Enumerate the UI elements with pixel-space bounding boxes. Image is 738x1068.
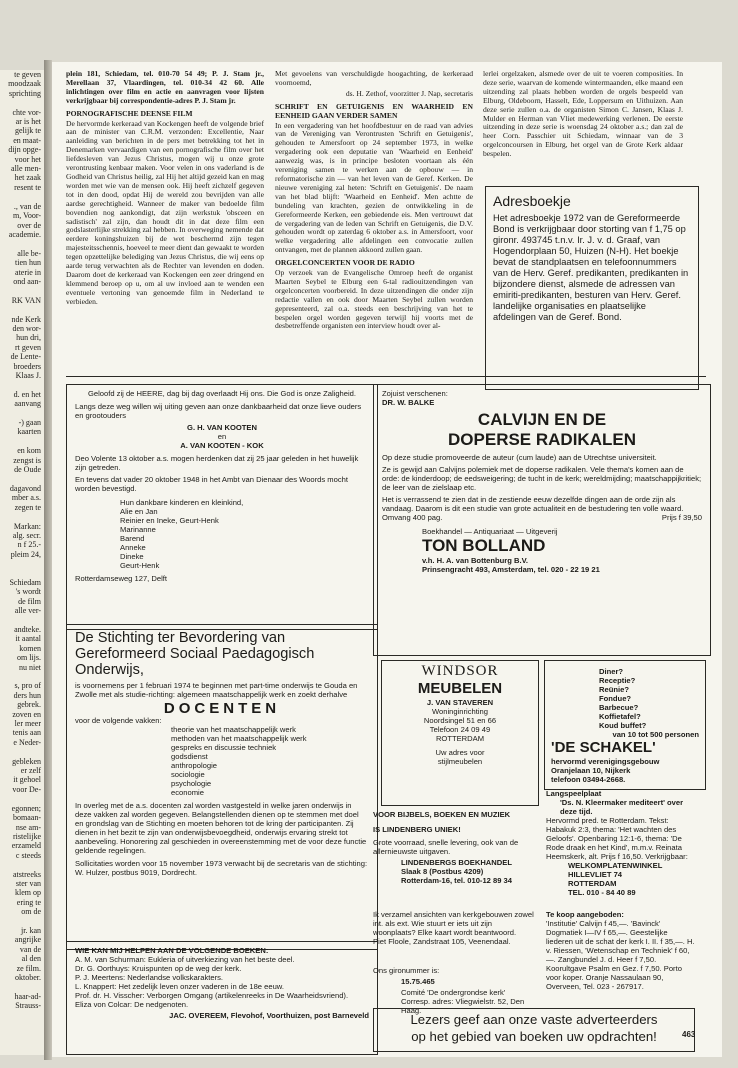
- left-strip-line: nse am-: [15, 822, 41, 832]
- calvijn-shop-sub: v.h. H. A. van Bottenburg B.V.: [422, 556, 529, 565]
- subject-item: theorie van het maatschappelijk werk: [171, 725, 296, 734]
- windsor-name: MEUBELEN: [417, 680, 503, 697]
- left-strip-line: alle be-: [17, 248, 41, 258]
- left-strip-line: ze film.: [16, 963, 41, 973]
- left-strip-line: ristelijke: [13, 831, 41, 841]
- article-column-2: [275, 70, 473, 372]
- left-strip-line: [0, 616, 44, 625]
- adresboekje-title: Adresboekje: [493, 193, 571, 209]
- lp-tel: TEL. 010 - 84 40 89: [568, 888, 636, 897]
- family-child: Barend: [120, 534, 145, 543]
- windsor-owner: J. VAN STAVEREN: [426, 698, 494, 707]
- schakel-sub: hervormd verenigingsgebouw: [551, 757, 660, 766]
- left-strip-line: [0, 512, 44, 521]
- schakel-question: Barbecue?: [599, 703, 639, 712]
- left-strip-line: alle ver-: [14, 606, 41, 616]
- windsor-address-line: ROTTERDAM: [435, 734, 485, 743]
- book-item: P. J. Meertens: Nederlandse volkskarakters.: [75, 973, 224, 982]
- family-child: Marinanne: [120, 525, 156, 534]
- family-child: Geurt-Henk: [120, 561, 160, 570]
- left-strip-line: te geven: [14, 70, 41, 79]
- left-page-strip: [0, 70, 45, 1055]
- langspeelplaat-ad: [546, 789, 696, 897]
- left-strip-line: oktober.: [15, 973, 41, 982]
- article-column-1: [66, 70, 264, 372]
- schakel-question: Reünie?: [599, 685, 629, 694]
- letter-closing: Met gevoelens van verschuldigde hoogachting, de kerkeraad voornoemd,: [275, 70, 473, 87]
- left-strip-line: zengst is: [13, 455, 41, 465]
- books-footer: JAC. OVEREEM, Flevohof, Voorthuizen, post Barneveld: [169, 1011, 369, 1020]
- family-anniversary: Deo Volente 13 oktober a.s. mogen herdenken dat zij 25 jaar geleden in het huwelijk zijn getreden.: [75, 454, 359, 472]
- left-strip-line: mber a.s.: [11, 493, 41, 503]
- left-strip-line: egonnen;: [11, 803, 41, 813]
- left-strip-line: over de: [17, 220, 41, 230]
- left-strip-line: ar is het: [15, 117, 41, 127]
- family-name-2: A. VAN KOOTEN - KOK: [180, 441, 264, 450]
- left-strip-line: sprichting: [9, 88, 41, 98]
- left-strip-line: zegen te: [14, 502, 41, 512]
- left-strip-line: de film: [18, 596, 41, 606]
- book-item: Dr. G. Oorthuys: Kruispunten op de weg der kerk.: [75, 964, 242, 973]
- adresboekje-box: [485, 186, 699, 390]
- books-list: [75, 955, 369, 1009]
- film-body: De hervormde kerkeraad van Kockengen heeft de volgende brief aan de minister van C.R.M. verzonden: Excellentie, Naar aanleiding van berichten in de pers met betrekking tot het in Denemarken vervaardigen van een pornografische film over het liefdesleven van Jezus Christus, mogen wij u onze grote verontrusting kenbaar maken. Voor velen in ons vaderland is de Godheid van Christus heilig, zal Hij het altijd gezeid kan en mag worden met wie van de mensen ook. Hij heeft zichzelf gegeven tot in den dood, opdat Hij de wereld zou bevrijden van alle aardse gerechtigheid. Wanneer de maker van bedoelde film bovendien nog aankondigt, dat zijn werkstuk 'obsceen en sadistisch' zal zijn, dan houdt dit in dat deze film een godslasterlijke strekking zal hebben. In overweging nemende dat eerdere koningshuizen bij de wet beschermd zijn tegen majesteitsschennis, hoeveel te meer dient dan gewaakt te worden tegen opzettelijke belediging van Jezus Christus, die wij eens op aarde terug verwachten als de Rechter van levenden en doden. Daarom doet de kerkeraad van Kockengen een zeer dringend en klemmend beroep op u, om al uw invloed aan te wenden een eventuele vertoning van genoemde film in Nederland te verbieden.: [66, 118, 264, 306]
- lindenberg-addr-2: Rotterdam-16, tel. 010-12 89 34: [401, 876, 513, 885]
- left-strip-line: nu niet: [19, 662, 41, 672]
- calvijn-body-2: Ze is gewijd aan Calvijns polemiek met de doperse radikalen. Vele thema's komen aan de orde: de kinderdoop; de eedsweigering; de tucht in de kerk; wereldmijding; maatschappijkritiek; de leer van de zielslaap etc.: [382, 465, 702, 492]
- subject-item: psychologie: [171, 779, 212, 788]
- orgel-heading: ORGELCONCERTEN VOOR DE RADIO: [275, 258, 415, 268]
- schakel-addr: Oranjelaan 10, Nijkerk: [551, 766, 631, 775]
- windsor-logo: WINDSOR: [421, 663, 499, 679]
- left-strip-line: it gehoel: [13, 775, 41, 785]
- subjects-label: voor de volgende vakken:: [75, 716, 162, 725]
- left-strip-line: van de: [19, 944, 41, 954]
- left-strip-line: komen: [19, 643, 41, 653]
- advert-footer-line-2: op het gebied van boeken uw opdrachten!: [411, 1029, 657, 1044]
- tekoop-title: Te koop aangeboden:: [546, 910, 624, 919]
- left-strip-line: [0, 860, 44, 869]
- left-strip-line: rt geven: [15, 342, 41, 352]
- left-strip-line: Schiedam: [9, 577, 41, 587]
- left-strip-line: m, Voor-: [13, 211, 41, 221]
- left-strip-line: al den: [21, 954, 41, 964]
- left-strip-line: zoven en: [12, 709, 41, 719]
- left-strip-line: de Lente-: [10, 352, 41, 362]
- left-strip-line: ders hun: [13, 690, 41, 700]
- left-strip-line: haar-ad-: [14, 991, 41, 1001]
- family-child: Dineke: [120, 552, 144, 561]
- left-strip-line: tien hun: [15, 258, 41, 268]
- family-header: Geloofd zij de HEERE, dag bij dag overlaadt Hij ons. Die God is onze Zaligheid.: [87, 389, 357, 398]
- stichting-solicit: Sollicitaties worden voor 15 november 1973 verwacht bij de secretaris van de stichting: W. Hulzer, postbus 9019, Dordrecht.: [75, 859, 368, 877]
- left-strip-line: resent te: [14, 182, 41, 192]
- subject-item: godsdienst: [171, 752, 208, 761]
- schakel-capacity: van 10 tot 500 personen: [612, 730, 699, 739]
- orgel-continued: lerlei orgelzaken, alsmede over de uit te voeren composities. In deze serie, waarvan de komende wintermaanden, elke maand een uitzending zal plaats hebben worden de orgels bespeeld van Elburg, Oldeboorn, Hasselt, Ede, Loppersum en Uithuizen. Aan deze serie zullen o.a. de organisten Simon C. Jansen, Klaas J. Mulder en Herman van Vliet medewerking verlenen. De eerste uitzending in deze serie is woensdag 24 oktober a.s.; dan zal de heer Corn. Passchier uit Schiedam, winnaar van de 3 orgelconcoursen in Elburg, het orgel van de Grote Kerk aldaar bespelen.: [483, 70, 683, 159]
- giro-number: 15.75.465: [401, 977, 435, 986]
- subject-item: anthropologie: [171, 761, 218, 770]
- left-strip-line: dijn opge-: [8, 145, 41, 155]
- lp-artist: 'Ds. N. Kleermaker mediteert' over deze tijd.: [560, 798, 684, 816]
- family-child: Reinier en Ineke, Geurt-Henk: [120, 516, 219, 525]
- books-title: WIE KAN MIJ HELPEN AAN DE VOLGENDE BOEKEN:: [75, 946, 269, 955]
- left-strip-line: RK VAN: [11, 295, 41, 305]
- verzamel-body: Ik verzamel ansichten van kerkgebouwen zowel int. als ext. Wie stuurt er iets uit zijn woonplaats? Elke kaart wordt beantwoord.: [373, 910, 534, 937]
- adresboekje-body: Het adresboekje 1972 van de Gereformeerde Bond is verkrijgbaar door storting van f 1,75 op gironr. 493745 t.n.v. Ir. J. v. d. Graaf, van Hogendorplaan 50, Huizen (N-H). Het boekje bevat de standplaatsen en telefoonnummers van de Herv. Geref. predikanten, predikanten in bijzondere dienst, alsmede de adressen van emiriti-predikanten, besturen van Herv. Geref. landelijke organisaties en plaatselijke afdelingen van de Geref. Bond.: [493, 213, 689, 322]
- schrift-heading: SCHRIFT EN GETUIGENIS EN WAARHEID EN EENHEID GAAN VERDER SAMEN: [275, 101, 473, 120]
- advertisers-footer-box: [373, 1008, 695, 1052]
- left-strip-line: Markan:: [13, 521, 41, 531]
- subjects-list: [75, 725, 369, 797]
- left-strip-line: gelijk te: [15, 126, 41, 136]
- subject-item: methoden van het maatschappelijk werk: [171, 734, 307, 743]
- left-strip-line: d. en het: [13, 389, 41, 399]
- left-strip-line: atstreeks: [13, 869, 41, 879]
- left-strip-line: om lijs.: [16, 653, 41, 663]
- left-strip-line: s, pro of: [14, 681, 41, 691]
- lindenberg-addr-1: Slaak 8 (Postbus 4209): [401, 867, 484, 876]
- left-strip-line: den wor-: [12, 323, 41, 333]
- left-strip-line: pleim 24,: [10, 549, 41, 559]
- schrift-body: In een vergadering van het hoofdbestuur en de raad van advies van de Vereniging van Verontrusten 'Schrift en Getuigenis', gehouden te Amersfoort op 24 september 1973, in welke vergadering ook een deputatie van 'Waarheid en Eenheid' aanwezig was, is in principe besloten voortaan als één vereniging samen te werken aan de opbouw — in reformatorische zin — van het leven van de Geref. Kerken. De nieuwe vereniging zal heten: 'Schrift en Getuigenis'. De naam van het blad blijft: 'Waarheid en Eenheid'. Men achtte de bundeling van krachten, gezien de ontwikkeling in de Gereformeerde Kerken, een gebiedende eis. Men vertrouwt dat de vergadering van de leden van Schrift en Getuigenis, die D.V. gehouden wordt op zaterdag 6 oktober a.s. in Amersfoort, voor welke vergadering alle afdelingen een convocatie zullen ontvangen, met de plannen akkoord zullen gaan.: [275, 120, 473, 255]
- left-strip-line: it aantal: [15, 634, 41, 644]
- te-koop-ad: [546, 910, 696, 991]
- article-column-3: [483, 70, 683, 188]
- windsor-address-line: Telefoon 24 09 49: [429, 725, 491, 734]
- left-strip-line: nde Kerk: [11, 314, 41, 324]
- left-strip-line: aanvang: [14, 399, 41, 409]
- col1-intro: plein 181, Schiedam, tel. 010-70 54 49; P. J. Stam jr., Merellaan 37, Vlaardingen, tel. 010-34 42 60. Alle inlichtingen over film en actie en aanvragen voor lijsten verkrijgbaar bij correspondentie-adres P. J. Stam jr.: [66, 70, 264, 105]
- section-divider: [66, 376, 706, 377]
- left-strip-line: [0, 569, 44, 578]
- book-item: A. M. van Schurman: Eukleria of uitverkiezing van het beste deel.: [75, 955, 295, 964]
- windsor-ad: [381, 660, 539, 806]
- left-strip-line: [0, 474, 44, 483]
- left-strip-line: de Oude: [14, 465, 41, 475]
- left-strip-line: [0, 286, 44, 295]
- family-service: En tevens dat vader 20 oktober 1948 in het Ambt van Dienaar des Woords mocht worden bevestigd.: [75, 475, 348, 493]
- subject-item: gespreks en discussie techniek: [171, 743, 277, 752]
- stichting-ad: [66, 624, 378, 950]
- left-strip-line: e Neder-: [13, 737, 41, 747]
- left-strip-line: [0, 380, 44, 389]
- left-strip-line: dagavond: [9, 483, 41, 493]
- calvijn-author: DR. W. BALKE: [382, 398, 435, 407]
- calvijn-pre: Zojuist verschenen:: [382, 389, 448, 398]
- schakel-ad: [544, 660, 706, 790]
- books-wanted-ad: [66, 941, 378, 1055]
- family-child: Hun dankbare kinderen en kleinkind,: [120, 498, 244, 507]
- windsor-tagline-2: stijlmeubelen: [437, 757, 483, 766]
- left-strip-line: [0, 239, 44, 248]
- left-strip-line: [0, 437, 44, 446]
- left-strip-line: [0, 672, 44, 681]
- lindenberg-tagline: IS LINDENBERG UNIEK!: [373, 825, 461, 834]
- left-strip-line: en maat-: [13, 135, 41, 145]
- left-strip-line: Klaas J.: [15, 371, 41, 380]
- left-strip-line: ering te: [16, 897, 41, 907]
- schakel-name: 'DE SCHAKEL': [551, 739, 656, 756]
- left-strip-line: c steeds: [15, 850, 41, 860]
- orgel-body: Op verzoek van de Evangelische Omroep heeft de organist Maarten Seybel te Elburg een 6-tal radiouitzendingen van orgelconcerten voorbereid. In deze uitzendingen die onder zijn redactie vallen en ook door Maarten Seybel zullen worden gepresenteerd, zal o.a. steeds een beschrijving van het te bespelen orgel worden gegeven terwijl hij voorts met de desbetreffende organisten een interview houdt over al-: [275, 268, 473, 331]
- left-strip-line: het zaak: [14, 173, 41, 183]
- giro-label: Ons gironummer is:: [373, 966, 440, 975]
- left-strip-line: ., van de: [13, 201, 41, 211]
- calvijn-price: Prijs f 39,50: [661, 513, 702, 522]
- family-address: Rotterdamseweg 127, Delft: [75, 574, 168, 583]
- film-heading: PORNOGRAFISCHE DEENSE FILM: [66, 108, 193, 118]
- lindenberg-title: VOOR BIJBELS, BOEKEN EN MUZIEK: [373, 810, 511, 819]
- schakel-question: Koud buffet?: [599, 721, 647, 730]
- left-strip-line: broeders: [13, 361, 41, 371]
- left-strip-line: academie.: [8, 229, 41, 239]
- family-intro: Langs deze weg willen wij uiting geven aan onze dankbaarheid dat onze lieve ouders en grootouders: [75, 402, 362, 420]
- lindenberg-ad: [373, 810, 535, 885]
- page-number: 463: [682, 1030, 696, 1039]
- lp-body: Hervormd pred. te Rotterdam. Tekst: Habakuk 2:3, thema: 'Het wachten des Geloofs'. Openbaring 12:1-6, thema: 'De Rode draak en het Kind', m.m.v. Reinata Heemskerk, alt. Prijs f 16,50. Verkrijgbaar:: [546, 816, 688, 861]
- left-strip-line: andteke.: [14, 624, 41, 634]
- left-strip-line: tenis aan: [12, 728, 41, 738]
- schakel-questions: [551, 667, 699, 730]
- stichting-title: De Stichting ter Bevordering van Gereformeerd Sociaal Paedagogisch Onderwijs,: [75, 630, 315, 678]
- windsor-tagline-1: Uw adres voor: [435, 748, 485, 757]
- lp-shop-3: ROTTERDAM: [568, 879, 617, 888]
- windsor-address-line: Noordsingel 51 en 66: [423, 716, 497, 725]
- calvijn-title-2: DOPERSE RADIKALEN: [448, 430, 636, 449]
- family-name-1: G. H. VAN KOOTEN: [187, 423, 257, 432]
- advert-footer-line-1: Lezers geef aan onze vaste adverteerders: [410, 1012, 658, 1027]
- calvijn-pages: Omvang 400 pag.: [382, 513, 443, 522]
- left-strip-line: ster van: [15, 878, 41, 888]
- left-strip-line: [0, 747, 44, 756]
- left-strip-line: gebrek.: [17, 700, 41, 710]
- left-strip-line: ler meer: [14, 719, 41, 729]
- left-strip-line: n f 25.-: [17, 540, 41, 550]
- calvijn-body-3: Het is verrassend te zien dat in de zestiende eeuw dezelfde dingen aan de orde zijn als vandaag. Daarom is dit een studie van grote actualiteit en de bestudering ten volle waard.: [382, 495, 684, 513]
- left-strip-line: kaarten: [17, 427, 41, 437]
- binding-gutter: [44, 60, 52, 1060]
- stichting-body: In overleg met de a.s. docenten zal worden vastgesteld in welke jaren onderwijs in deze vakken zal worden gegeven. Belangstellenden dienen op te stemmen met doel en grondslag van de Stichting en moeten behoren tot de kring der participanten. Zij dienen in het bezit te zijn van onderwijsbevoegdheid, onderwijs ervaring strekt tot aanbeveling. Honorering zal geschieden in overeenstemming met de voor deze functie geldende regelingen.: [75, 801, 367, 855]
- giro-org: Comité 'De ondergrondse kerk': [401, 988, 506, 997]
- schakel-question: Koffietafel?: [599, 712, 641, 721]
- family-child: Anneke: [120, 543, 146, 552]
- left-strip-line: [0, 409, 44, 418]
- family-announcement-ad: [66, 384, 378, 630]
- left-strip-line: [0, 982, 44, 991]
- left-strip-line: jr. kan: [21, 925, 41, 935]
- family-child: Alie en Jan: [120, 507, 158, 516]
- calvijn-title-1: CALVIJN EN DE: [477, 410, 607, 429]
- left-strip-line: aterie in: [15, 267, 41, 277]
- windsor-address-line: Woninginrichting: [431, 707, 488, 716]
- family-and: en: [217, 432, 227, 441]
- left-strip-line: klem op: [15, 888, 41, 898]
- left-strip-line: voor De-: [12, 784, 41, 794]
- letter-signature: ds. H. Zethof, voorzitter J. Nap, secretaris: [345, 88, 473, 98]
- left-strip-line: [0, 559, 44, 568]
- left-strip-line: moodzaak: [8, 79, 41, 89]
- left-strip-line: alg. secr.: [12, 530, 41, 540]
- book-item: Prof. dr. H. Visscher: Verborgen Omgang (artikelenreeks in De Waarheidsvriend).: [75, 991, 349, 1000]
- lp-title: Langspeelplaat: [546, 789, 602, 798]
- calvijn-book-ad: [373, 384, 711, 656]
- left-strip-line: bomaan-: [13, 813, 41, 823]
- left-strip-line: alle men-: [11, 164, 41, 174]
- verzamel-ad: [373, 910, 535, 946]
- calvijn-body-1: Op deze studie promoveerde de auteur (cum laude) aan de Utrechtse universiteit.: [382, 453, 657, 462]
- left-strip-line: om de: [21, 907, 41, 917]
- windsor-address: [386, 707, 534, 743]
- left-strip-line: voor het: [14, 154, 41, 164]
- schakel-tel: telefoon 03494-2668.: [551, 775, 626, 784]
- left-strip-line: [0, 305, 44, 314]
- left-strip-line: [0, 192, 44, 201]
- verzamel-sign: Piet Floole, Zandstraat 105, Veenendaal.: [373, 937, 511, 946]
- left-strip-line: er zelf: [20, 766, 41, 776]
- lindenberg-name: LINDENBERGS BOEKHANDEL: [401, 858, 512, 867]
- calvijn-shop-name: TON BOLLAND: [422, 536, 546, 555]
- schakel-question: Fondue?: [599, 694, 632, 703]
- left-strip-line: gebleken: [12, 756, 41, 766]
- left-strip-line: chte vor-: [12, 107, 41, 117]
- lp-shop-2: HILLEVLIET 74: [568, 870, 623, 879]
- left-strip-line: en kom: [17, 446, 41, 456]
- lindenberg-body: Grote voorraad, snelle levering, ook van de allernieuwste uitgaven.: [373, 838, 519, 856]
- left-strip-line: hun dri,: [16, 333, 41, 343]
- left-strip-line: [0, 917, 44, 926]
- schakel-question: Receptie?: [599, 676, 636, 685]
- book-item: Eliza von Colcar: De nedgenoten.: [75, 1000, 189, 1009]
- left-strip-line: ond aan-: [13, 276, 41, 286]
- left-strip-line: erzameld: [11, 841, 41, 851]
- schakel-question: Diner?: [599, 667, 624, 676]
- left-strip-line: Strauss-: [15, 1001, 41, 1011]
- left-strip-line: -) gaan: [18, 418, 41, 428]
- newspaper-page: [52, 62, 722, 1057]
- family-children: [75, 498, 369, 570]
- left-strip-line: angrijke: [14, 935, 41, 945]
- lp-shop: WELKOMPLATENWINKEL: [568, 861, 663, 870]
- left-strip-line: [0, 794, 44, 803]
- book-item: L. Knappert: Het zedelijk leven onzer vaderen in de 18e eeuw.: [75, 982, 284, 991]
- left-strip-line: [0, 98, 44, 107]
- calvijn-shop-addr: Prinsengracht 493, Amsterdam, tel. 020 - 22 19 21: [422, 565, 600, 574]
- subject-item: economie: [171, 788, 204, 797]
- subject-item: sociologie: [171, 770, 205, 779]
- docenten-heading: DOCENTEN: [163, 700, 281, 717]
- calvijn-shop-type: Boekhandel — Antiquariaat — Uitgeverij: [422, 527, 558, 536]
- giro-addr: Corresp. adres: Vliegwielstr. 52, Den Haag.: [401, 997, 525, 1015]
- stichting-intro: is voornemens per 1 februari 1974 te beginnen met part-time onderwijs te Gouda en Zwolle met als studie-richting: algemeen maatschappelijk werk en zoekt derhalve: [75, 681, 358, 699]
- tekoop-body: 'Institutie' Calvijn f 45,—. 'Bavinck' Dogmatiek I—IV f 65,—. Geestelijke liederen uit de schat der kerk I. II. f 35,—. H. v. Riessen, 'Wetenschap en Techniek' f 60,—. Zangbundel J. d. Heer f 7,50. Koorultgave Psalm en Gez. f 7,50. Porto voor koper. Oranje Nassaulaan 90, Overveen, Tel. 023 - 267917.: [546, 919, 695, 991]
- left-strip-line: 's wordt: [15, 587, 41, 597]
